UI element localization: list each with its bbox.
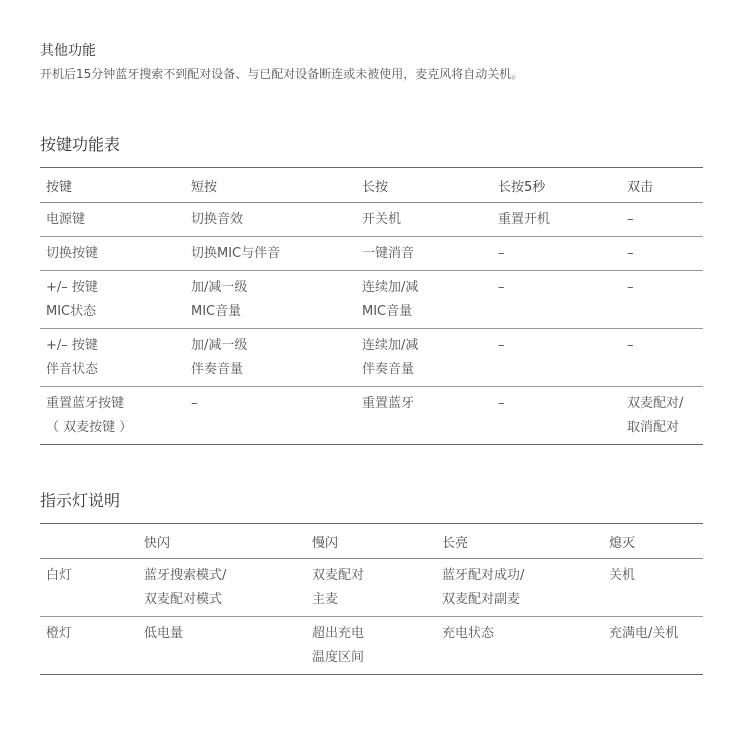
cell-text: +/– 按键 — [46, 338, 98, 353]
button-function-table — [40, 167, 703, 445]
cell-text: 温度区间 — [312, 650, 365, 665]
header-cell: 短按 — [191, 179, 218, 195]
cell-text: 切换MIC与伴音 — [191, 246, 281, 261]
other-functions-title: 其他功能 — [40, 43, 96, 59]
table-cell — [621, 271, 703, 329]
table-cell — [603, 617, 703, 675]
cell-text: 主麦 — [312, 592, 339, 607]
header-cell: 慢闪 — [312, 535, 339, 551]
table-cell — [40, 329, 185, 387]
cell-text: 充电状态 — [442, 626, 495, 641]
other-functions-description: 开机后15分钟蓝牙搜索不到配对设备、与已配对设备断连或未被使用，麦克风将自动关机。 — [40, 67, 524, 81]
header-cell: 按键 — [46, 179, 73, 195]
cell-text: – — [498, 280, 505, 295]
cell-text: 蓝牙配对成功/ — [442, 568, 525, 583]
cell-text: – — [627, 212, 634, 227]
table-cell — [138, 617, 306, 675]
header-cell: 长按5秒 — [498, 179, 546, 195]
table-cell — [185, 329, 356, 387]
cell-text: – — [498, 338, 505, 353]
table-cell — [621, 237, 703, 271]
cell-text: 加/减一级 — [191, 338, 248, 353]
cell-text: 充满电/关机 — [609, 626, 679, 641]
cell-text: 切换音效 — [191, 212, 244, 227]
cell-text: 关机 — [609, 568, 636, 583]
cell-text: – — [627, 338, 634, 353]
table-cell — [40, 271, 185, 329]
table-cell — [185, 203, 356, 237]
cell-text: 白灯 — [46, 568, 73, 583]
table-cell — [306, 559, 436, 617]
header-cell: 长亮 — [442, 535, 469, 551]
cell-text: 取消配对 — [627, 420, 680, 435]
cell-text: – — [498, 246, 505, 261]
cell-text: – — [627, 246, 634, 261]
button-table-title: 按键功能表 — [40, 135, 121, 154]
indicator-light-table — [40, 523, 703, 675]
table-cell — [621, 329, 703, 387]
table-cell — [185, 271, 356, 329]
table-row — [40, 237, 703, 271]
table-cell — [621, 387, 703, 445]
table-row — [40, 271, 703, 329]
cell-text: +/– 按键 — [46, 280, 98, 295]
table-cell — [40, 203, 185, 237]
table-cell — [492, 387, 621, 445]
table-cell — [356, 237, 492, 271]
table-cell — [492, 237, 621, 271]
table-cell — [185, 237, 356, 271]
cell-text: 重置开机 — [498, 212, 551, 227]
cell-text: – — [627, 280, 634, 295]
table-cell — [40, 617, 138, 675]
table-cell — [492, 329, 621, 387]
cell-text: 连续加/减 — [362, 280, 419, 295]
table-cell — [356, 271, 492, 329]
cell-text: 双麦配对 — [312, 568, 365, 583]
cell-text: 重置蓝牙 — [362, 396, 415, 411]
cell-text: 连续加/减 — [362, 338, 419, 353]
table-cell — [492, 203, 621, 237]
cell-text: 加/减一级 — [191, 280, 248, 295]
table-row — [40, 387, 703, 445]
table-cell — [306, 617, 436, 675]
table-cell — [621, 203, 703, 237]
cell-text: MIC音量 — [191, 304, 242, 319]
table-cell — [40, 559, 138, 617]
header-cell: 长按 — [362, 179, 389, 195]
cell-text: MIC状态 — [46, 304, 97, 319]
cell-text: 双麦配对/ — [627, 396, 684, 411]
cell-text: 双麦配对副麦 — [442, 592, 521, 607]
table-header-row — [40, 168, 703, 203]
table-cell — [138, 559, 306, 617]
table-cell — [436, 559, 603, 617]
header-cell: 熄灭 — [609, 535, 636, 551]
cell-text: 橙灯 — [46, 626, 73, 641]
table-row — [40, 559, 703, 617]
table-cell — [40, 387, 185, 445]
cell-text: 超出充电 — [312, 626, 365, 641]
cell-text: 双麦配对模式 — [144, 592, 223, 607]
cell-text: 低电量 — [144, 626, 184, 641]
table-cell — [436, 617, 603, 675]
table-cell — [356, 387, 492, 445]
cell-text: MIC音量 — [362, 304, 413, 319]
table-header-row — [40, 524, 703, 559]
cell-text: 电源键 — [46, 212, 86, 227]
table-row — [40, 203, 703, 237]
table-cell — [40, 237, 185, 271]
table-cell — [185, 387, 356, 445]
header-cell: 快闪 — [144, 535, 171, 551]
light-table-title: 指示灯说明 — [40, 491, 121, 510]
cell-text: 伴奏音量 — [362, 362, 415, 377]
cell-text: – — [191, 396, 198, 411]
header-cell: 双击 — [627, 179, 654, 195]
cell-text: 一键消音 — [362, 246, 415, 261]
cell-text: （ 双麦按键 ） — [46, 420, 133, 435]
cell-text: 开关机 — [362, 212, 402, 227]
cell-text: 伴音状态 — [46, 362, 99, 377]
table-cell — [603, 559, 703, 617]
cell-text: 重置蓝牙按键 — [46, 396, 125, 411]
cell-text: 伴奏音量 — [191, 362, 244, 377]
table-cell — [356, 329, 492, 387]
table-cell — [356, 203, 492, 237]
table-row — [40, 617, 703, 675]
cell-text: 蓝牙搜索模式/ — [144, 568, 227, 583]
header-cell — [40, 524, 138, 559]
table-row — [40, 329, 703, 387]
cell-text: – — [498, 396, 505, 411]
cell-text: 切换按键 — [46, 246, 99, 261]
table-cell — [492, 271, 621, 329]
